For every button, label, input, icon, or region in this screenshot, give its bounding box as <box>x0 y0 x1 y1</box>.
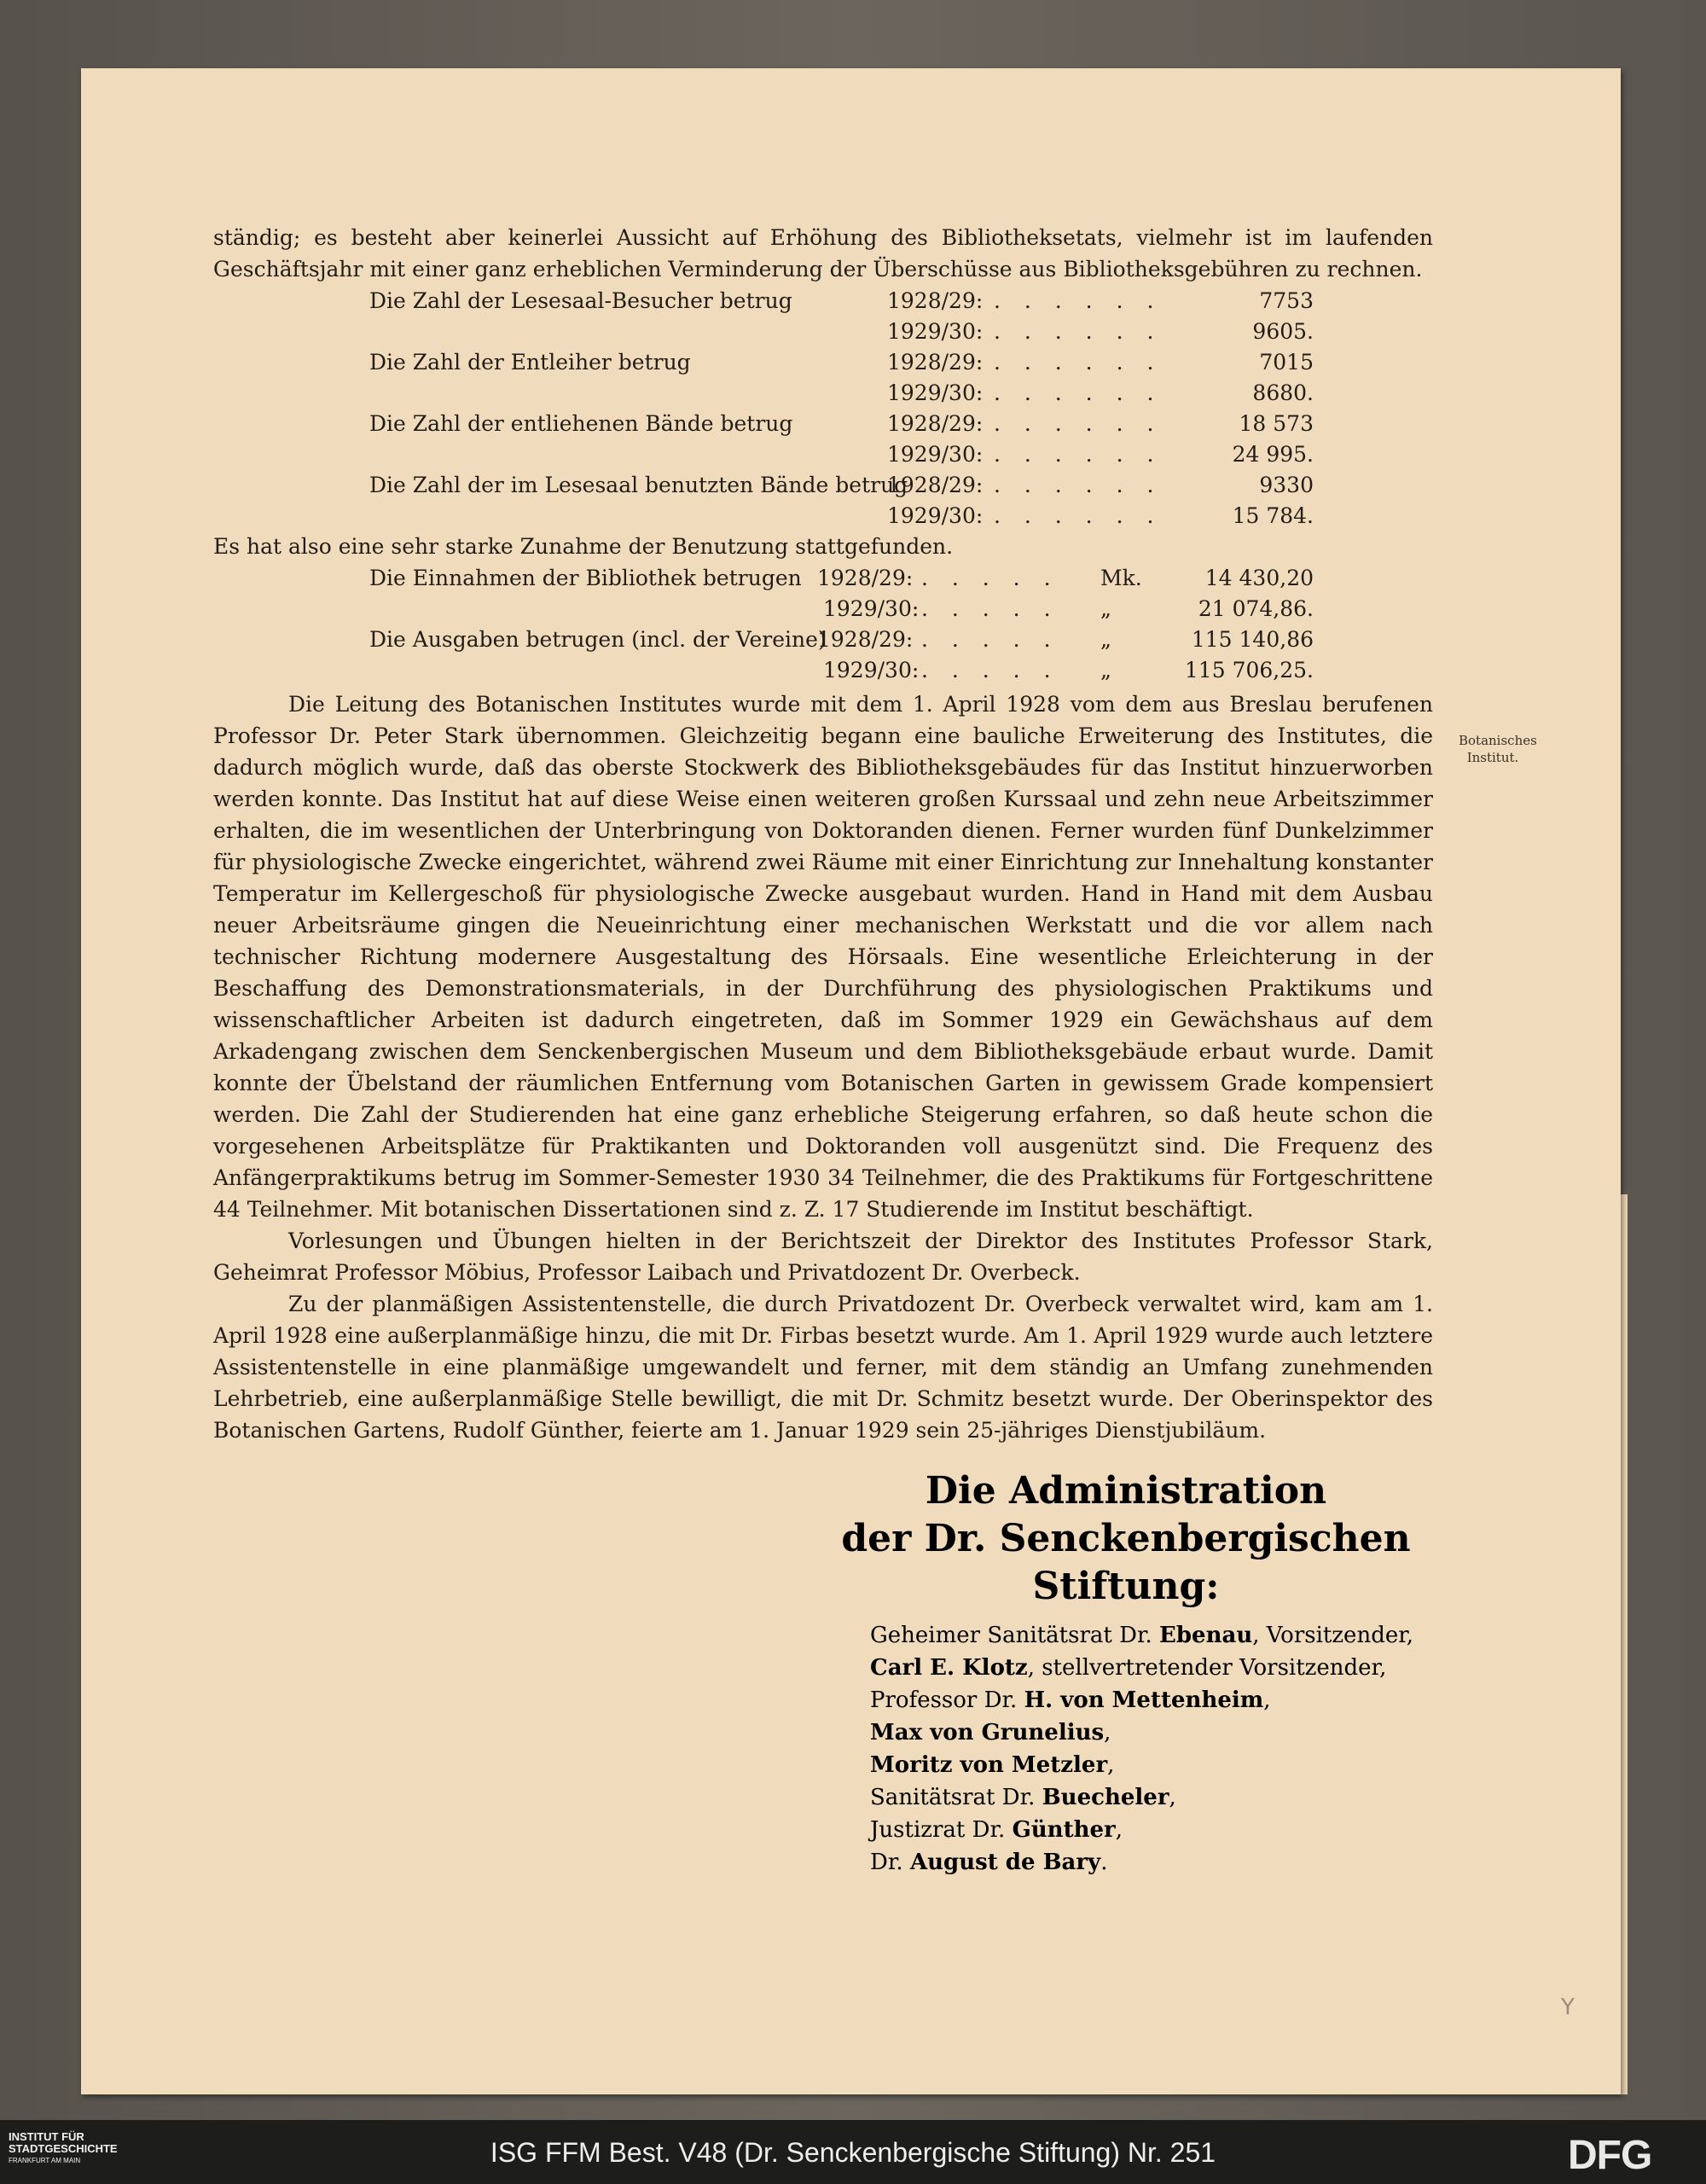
stat-label: Die Zahl der im Lesesaal benutzten Bände betrug <box>369 473 908 497</box>
stat-year: 1929/30: <box>887 380 984 405</box>
stat-leader: . . . . . . <box>994 442 1163 467</box>
member-name: Buecheler <box>1042 1785 1169 1810</box>
stat-row <box>213 408 1433 439</box>
signature-block <box>614 1467 1450 1879</box>
institute-line-3: FRANKFURT AM MAIN <box>9 2157 81 2164</box>
member-name: Ebenau <box>1159 1623 1253 1648</box>
finance-label: Die Ausgaben betrugen (incl. der Vereine) <box>369 627 827 652</box>
member-entry <box>870 1652 1450 1684</box>
stat-year: 1929/30: <box>887 442 984 467</box>
archive-footer <box>0 2120 1706 2184</box>
finance-currency: Mk. <box>1100 566 1142 590</box>
finance-value: 21 074,86. <box>1198 596 1314 621</box>
dfg-logo: DFG <box>1568 2133 1652 2178</box>
finance-leader: . . . . . <box>921 627 1059 652</box>
finance-value: 14 430,20 <box>1204 566 1314 590</box>
member-title: Dr. <box>870 1850 910 1875</box>
finance-leader: . . . . . <box>921 658 1059 682</box>
member-entry <box>870 1781 1450 1814</box>
stat-year: 1928/29: <box>887 411 984 436</box>
stat-value: 15 784. <box>1232 503 1314 528</box>
finance-leader: . . . . . <box>921 566 1059 590</box>
institute-line-2: STADTGESCHICHTE <box>9 2142 118 2155</box>
stat-value: 9330 <box>1259 473 1314 497</box>
member-name: Günther <box>1012 1817 1116 1843</box>
finance-year: 1929/30: <box>823 658 920 682</box>
member-entry <box>870 1846 1450 1879</box>
stat-leader: . . . . . . <box>994 503 1163 528</box>
finance-year: 1928/29: <box>817 566 914 590</box>
margin-note: Botanisches Institut. <box>1459 733 1537 765</box>
stat-value: 24 995. <box>1232 442 1314 467</box>
institute-line-1: INSTITUT FÜR <box>9 2130 84 2143</box>
member-title: Justizrat Dr. <box>870 1817 1013 1843</box>
member-role: , stellvertretender Vorsitzender, <box>1027 1655 1387 1681</box>
stat-leader: . . . . . . <box>994 288 1163 313</box>
stat-year: 1929/30: <box>887 503 984 528</box>
member-title: Sanitätsrat Dr. <box>870 1785 1042 1810</box>
member-title: Geheimer Sanitätsrat Dr. <box>870 1623 1160 1648</box>
stat-leader: . . . . . . <box>994 473 1163 497</box>
library-finances <box>213 562 1433 685</box>
member-entry <box>870 1749 1450 1781</box>
member-name: Moritz von Metzler <box>870 1752 1108 1778</box>
member-role: , <box>1115 1817 1123 1843</box>
archive-caption: ISG FFM Best. V48 (Dr. Senckenbergische Stiftung) Nr. 251 <box>490 2137 1216 2168</box>
member-role: , <box>1104 1720 1111 1745</box>
stat-year: 1928/29: <box>887 350 984 375</box>
finance-year: 1928/29: <box>817 627 914 652</box>
member-name: August de Bary <box>909 1850 1101 1875</box>
stat-year: 1928/29: <box>887 473 984 497</box>
finance-leader: . . . . . <box>921 596 1059 621</box>
finance-currency: „ <box>1100 596 1111 621</box>
paragraph-usage: Es hat also eine sehr starke Zunahme der Benutzung stattgefunden. <box>213 534 954 559</box>
member-role: . <box>1100 1850 1108 1875</box>
stat-row <box>213 316 1433 346</box>
member-name: Max von Grunelius <box>870 1720 1105 1745</box>
finance-currency: „ <box>1100 658 1111 682</box>
stat-row <box>213 439 1433 469</box>
member-role: , Vorsitzender, <box>1252 1623 1414 1648</box>
paragraph-botany-2: Vorlesungen und Übungen hielten in der Berichtszeit der Direktor des Institutes Professor Stark, Geheimrat Professor Möbius, Professor Laibach und Privatdozent Dr. Overbeck. <box>213 1228 1433 1285</box>
member-role: , <box>1169 1785 1176 1810</box>
stat-value: 7753 <box>1259 288 1314 313</box>
paragraph-botany-1: Die Leitung des Botanischen Institutes wurde mit dem 1. April 1928 vom dem aus Breslau berufenen Professor Dr. Peter Stark übernommen. Gleichzeitig begann eine bauliche Erweiterung des Institutes, die dadurch möglich wurde, daß das oberste Stockwerk des Bibliotheksgebäudes für das Institut hinzuerworben werden konnte. Das Institut hat auf diese Weise einen weiteren großen Kurssaal und zehn neue Arbeitszimmer erhalten, die im wesentlichen der Unterbringung von Doktoranden dienen. Ferner wurden fünf Dunkelzimmer für physiologische Zwecke eingerichtet, während zwei Räume mit einer Einrichtung zur Innehaltung konstanter Temperatur im Kellergeschoß für physiologische Zwecke ausgebaut wurden. Hand in Hand mit dem Ausbau neuer Arbeitsräume gingen die Neueinrichtung einer mechanischen Werkstatt und die vor allem nach technischer Richtung modernere Ausgestaltung des Hörsaals. Eine wesentliche Erleichterung in der Beschaffung des Demonstrationsmaterials, in der Durchführung des physiologischen Praktikums und wissenschaftlicher Arbeiten ist dadurch eingetreten, daß im Sommer 1929 ein Gewächshaus auf dem Arkadengang zwischen dem Senckenbergischen Museum und dem Bibliotheksgebäude erbaut wurde. Damit konnte der Übelstand der räumlichen Entfernung vom Botanischen Garten in gewissem Grade kompensiert werden. Die Zahl der Studierenden hat eine ganz erhebliche Steigerung erfahren, so daß heute schon die vorgesehenen Arbeitsplätze für Praktikanten und Doktoranden voll ausgenützt sind. Die Frequenz des Anfängerpraktikums betrug im Sommer-Semester 1930 34 Teilnehmer, die des Praktikums für Fortgeschrittene 44 Teilnehmer. Mit botanischen Dissertationen sind z. Z. 17 Studierende im Institut beschäftigt. <box>213 692 1433 1222</box>
stat-value: 8680. <box>1252 380 1314 405</box>
member-name: Carl E. Klotz <box>870 1655 1028 1681</box>
stat-year: 1928/29: <box>887 288 984 313</box>
finance-currency: „ <box>1100 627 1111 652</box>
member-entry <box>870 1684 1450 1716</box>
finance-year: 1929/30: <box>823 596 920 621</box>
stat-label: Die Zahl der entliehenen Bände betrug <box>369 411 793 436</box>
stat-leader: . . . . . . <box>994 350 1163 375</box>
member-list <box>870 1619 1450 1879</box>
finance-row <box>213 562 1433 593</box>
stat-year: 1929/30: <box>887 319 984 344</box>
library-statistics <box>213 285 1433 531</box>
paragraph-intro: ständig; es besteht aber keinerlei Aussicht auf Erhöhung des Bibliotheksetats, vielmehr ist im laufenden Geschäftsjahr mit einer ganz erheblichen Verminderung der Überschüsse aus Bibliotheksgebühren zu rechnen. <box>213 225 1433 282</box>
stat-row <box>213 500 1433 531</box>
finance-label: Die Einnahmen der Bibliothek betrugen <box>369 566 802 590</box>
stat-value: 7015 <box>1259 350 1314 375</box>
stat-value: 9605. <box>1252 319 1314 344</box>
stat-label: Die Zahl der Entleiher betrug <box>369 350 691 375</box>
finance-value: 115 140,86 <box>1191 627 1314 652</box>
member-entry <box>870 1619 1450 1652</box>
document-content <box>213 222 1433 1446</box>
stat-label: Die Zahl der Lesesaal-Besucher betrug <box>369 288 792 313</box>
member-name: H. von Mettenheim <box>1024 1687 1264 1713</box>
stat-value: 18 573 <box>1239 411 1314 436</box>
stat-row <box>213 377 1433 408</box>
stat-leader: . . . . . . <box>994 411 1163 436</box>
member-entry <box>870 1716 1450 1749</box>
finance-row <box>213 593 1433 624</box>
finance-value: 115 706,25. <box>1184 658 1314 682</box>
stat-leader: . . . . . . <box>994 319 1163 344</box>
signature-title-line-2: der Dr. Senckenbergischen Stiftung: <box>841 1517 1411 1608</box>
stat-row <box>213 469 1433 500</box>
stat-leader: . . . . . . <box>994 380 1163 405</box>
pencil-mark: Y <box>1561 1995 1575 2020</box>
stat-row <box>213 285 1433 316</box>
member-title: Professor Dr. <box>870 1687 1024 1713</box>
stat-row <box>213 346 1433 377</box>
finance-row <box>213 654 1433 685</box>
member-entry <box>870 1814 1450 1846</box>
signature-title-line-1: Die Administration <box>925 1469 1327 1513</box>
paragraph-botany-3: Zu der planmäßigen Assistentenstelle, die durch Privatdozent Dr. Overbeck verwaltet wird, kam am 1. April 1928 eine außerplanmäßige hinzu, die mit Dr. Firbas besetzt wurde. Am 1. April 1929 wurde auch letztere Assistentenstelle in eine planmäßige umgewandelt und ferner, mit dem ständig an Umfang zunehmenden Lehrbetrieb, eine außerplanmäßige Stelle bewilligt, die mit Dr. Schmitz besetzt wurde. Der Oberinspektor des Botanischen Gartens, Rudolf Günther, feierte am 1. Januar 1929 sein 25-jähriges Dienstjubiläum. <box>213 1292 1433 1443</box>
finance-row <box>213 624 1433 654</box>
member-role: , <box>1263 1687 1271 1713</box>
member-role: , <box>1107 1752 1115 1778</box>
